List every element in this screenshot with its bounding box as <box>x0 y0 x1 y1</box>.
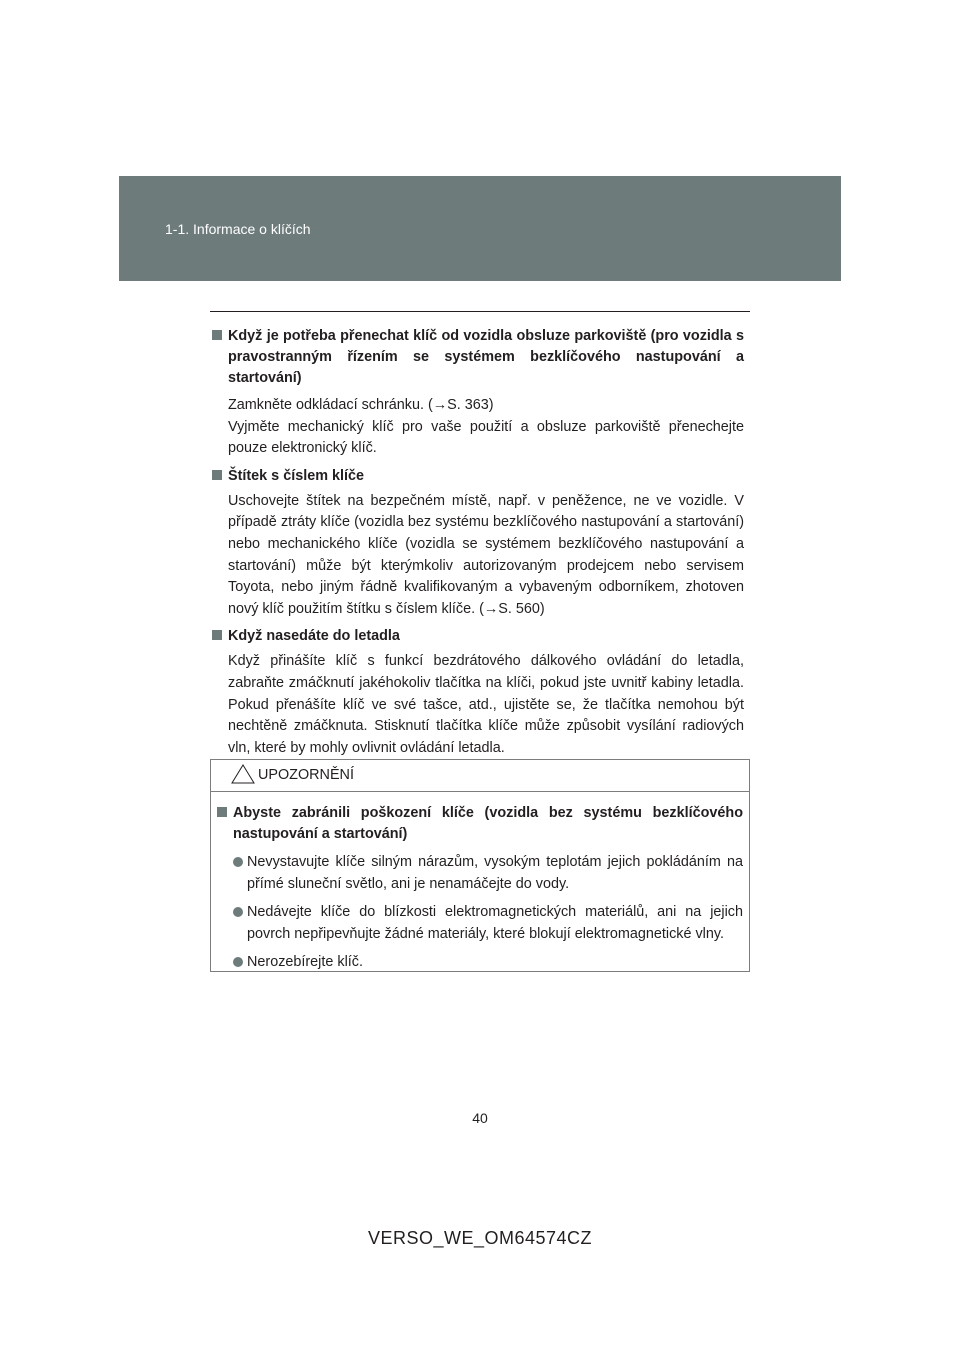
circle-bullet-icon <box>233 907 243 917</box>
section-airplane <box>212 626 744 759</box>
paragraph: Uschovejte štítek na bezpečném místě, např. v peněžence, ne ve vozidle. V případě ztráty klíče (vozidla bez systému bezklíčového nastupování a startování) nebo mechanického klíče (vozidla se systémem bezklíčového nastupování a startování) může být kterýmkoliv autorizovaným prodejcem nebo servisem Toyota, nebo jiným řádně kvalifikovaným a vybaveným odborníkem, zhotoven nový klíč použitím štítku s číslem klíče. (→S. 560) <box>228 492 744 617</box>
square-bullet-icon <box>212 330 222 340</box>
caution-title: UPOZORNĚNÍ <box>258 767 354 783</box>
top-divider <box>210 311 750 312</box>
section-heading: Když je potřeba přenechat klíč od vozidla obsluze parkoviště (pro vozidla s pravostranným řízením se systémem bezklíčového nastupování a startování) <box>212 326 744 389</box>
caution-bullet: Nedávejte klíče do blízkosti elektromagnetických materiálů, ani na jejich povrch nepřipevňujte žádné materiály, které blokují elektromagnetické vlny. <box>217 902 743 945</box>
circle-bullet-icon <box>233 957 243 967</box>
caution-header <box>211 760 749 792</box>
circle-bullet-icon <box>233 857 243 867</box>
paragraph: Když přinášíte klíč s funkcí bezdrátového dálkového ovládání do letadla, zabraňte zmáčknutí jakéhokoliv tlačítka na klíči, pokud jste uvnitř kabiny letadla. Pokud přenášíte klíč ve své tašce, atd., ujistěte se, že tlačítka nemohou být nechtěně zmáčknuta. Stisknutí tlačítka klíče může způsobit vysílání radiových vln, které by mohly ovlivnit ovládání letadla. <box>228 653 744 756</box>
header-band <box>119 176 841 281</box>
square-bullet-icon <box>212 470 222 480</box>
section-key-number-plate <box>212 466 744 621</box>
caution-box <box>210 759 750 972</box>
caution-body <box>211 792 749 974</box>
caution-bullet: Nerozebírejte klíč. <box>217 952 743 974</box>
document-code: VERSO_WE_OM64574CZ <box>367 1228 593 1248</box>
page-number: 40 <box>472 1110 488 1126</box>
square-bullet-icon <box>212 630 222 640</box>
section-heading: Když nasedáte do letadla <box>212 626 744 647</box>
section-title: 1-1. Informace o klíčích <box>165 221 311 237</box>
paragraph: Zamkněte odkládací schránku. (→S. 363) <box>228 397 494 413</box>
section-valet <box>212 326 744 460</box>
caution-bullet: Nevystavujte klíče silným nárazům, vysokým teplotám jejich pokládáním na přímé sluneční světlo, ani je nenamáčejte do vody. <box>217 852 743 895</box>
paragraph: Vyjměte mechanický klíč pro vaše použití a obsluze parkoviště přenechejte pouze elektronický klíč. <box>228 418 744 457</box>
square-bullet-icon <box>217 807 227 817</box>
main-content <box>212 326 744 765</box>
caution-heading: Abyste zabránili poškození klíče (vozidla bez systému bezklíčového nastupování a startování) <box>217 803 743 845</box>
warning-triangle-icon <box>231 764 255 784</box>
section-heading: Štítek s číslem klíče <box>212 466 744 487</box>
